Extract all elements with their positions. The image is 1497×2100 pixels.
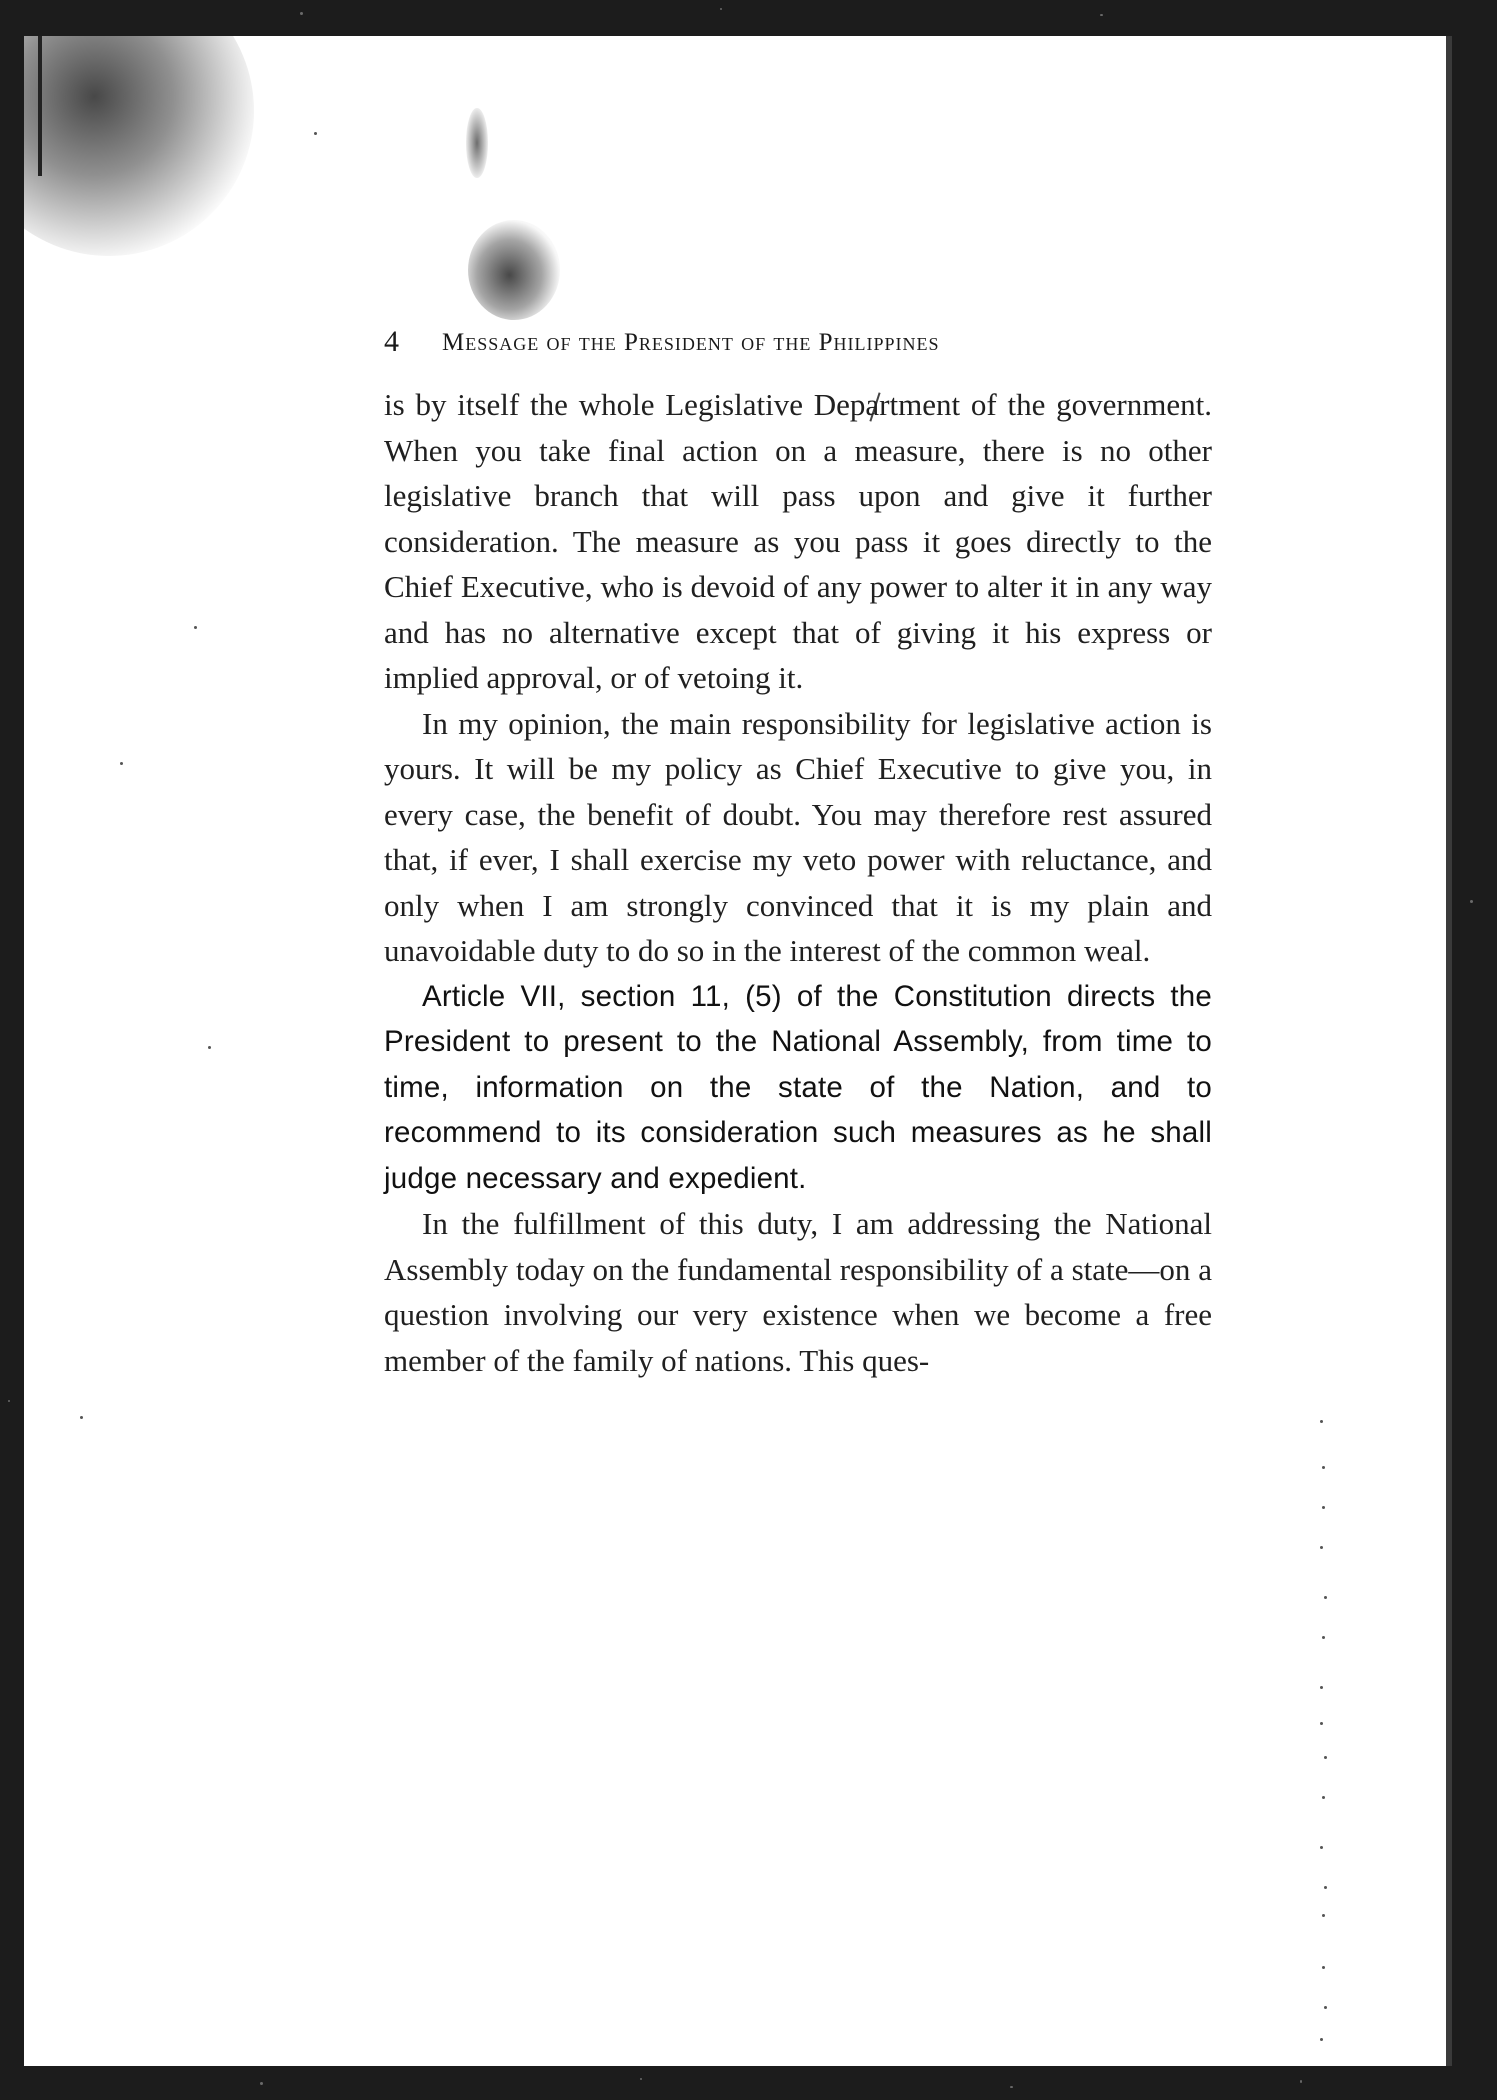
paper-speck <box>1320 1686 1323 1689</box>
paragraph-continuation: is by itself the whole Legislative Department of the government. When you take final action on a measure, there is no other legislative branch that will pass upon and give it further consideration. The measure as you pass it goes directly to the Chief Executive, who is devoid of any power to alter it in any way and has no alternative except that of giving it his express or implied approval, or of vetoing it. <box>384 387 1212 695</box>
paper-speck <box>1324 1596 1327 1599</box>
paper-speck <box>120 762 123 765</box>
film-speck <box>260 2082 263 2085</box>
film-speck <box>1470 900 1473 903</box>
paper-speck <box>208 1046 211 1049</box>
paper-speck <box>1320 2038 1323 2041</box>
ink-smudge <box>466 108 488 178</box>
paper-speck <box>1320 1846 1323 1849</box>
film-speck <box>1010 2086 1013 2088</box>
paragraph-national-assembly-address: In the fulfillment of this duty, I am addressing the National Assembly today on the fundamental responsibility of a state—on a question involving our very existence when we become a free member of the family of nations. This ques- <box>384 1206 1212 1378</box>
binding-edge <box>38 36 42 176</box>
corner-stain <box>24 36 254 256</box>
paper-speck <box>1324 2006 1327 2009</box>
paper-speck <box>80 1416 83 1419</box>
film-speck <box>640 2078 642 2080</box>
paper-speck <box>1322 1506 1325 1509</box>
page-edge <box>1446 36 1452 2066</box>
film-speck <box>1100 14 1103 16</box>
paper-speck <box>1320 1546 1323 1549</box>
paper-speck <box>1322 1966 1325 1969</box>
paper-speck <box>1324 1886 1327 1889</box>
page-number: 4 <box>384 325 399 358</box>
film-speck <box>8 1400 10 1402</box>
film-speck <box>720 8 722 10</box>
paper-speck <box>314 132 317 135</box>
film-speck <box>300 12 303 15</box>
paper-speck <box>1322 1636 1325 1639</box>
running-head-title: Message of the President of the Philippines <box>442 329 940 356</box>
paper-speck <box>1322 1914 1325 1917</box>
running-head <box>384 325 1264 365</box>
paragraph-veto-policy: In my opinion, the main responsibility for legislative action is yours. It will be my policy as Chief Executive to give you, in every case, the benefit of doubt. You may therefore rest assured that, if ever, I shall exercise my veto power with reluctance, and only when I am strongly convinced that it is my plain and unavoidable duty to do so in the interest of the common weal. <box>384 705 1212 968</box>
paragraph-constitution-article: Article VII, section 11, (5) of the Constitution directs the President to present to the National Assembly, from time to time, information on the state of the Nation, and to recommend to its consideration such measures as he shall judge necessary and expedient. <box>384 979 1212 1195</box>
paper-speck <box>1324 1756 1327 1759</box>
paper-speck <box>1320 1420 1323 1423</box>
paper-speck <box>1320 1722 1323 1725</box>
film-speck <box>1300 2080 1302 2083</box>
body-text <box>384 382 1212 1383</box>
ink-blot <box>468 220 560 320</box>
paper-speck <box>1322 1796 1325 1799</box>
paper-speck <box>1322 1466 1325 1469</box>
paper-speck <box>194 626 197 629</box>
